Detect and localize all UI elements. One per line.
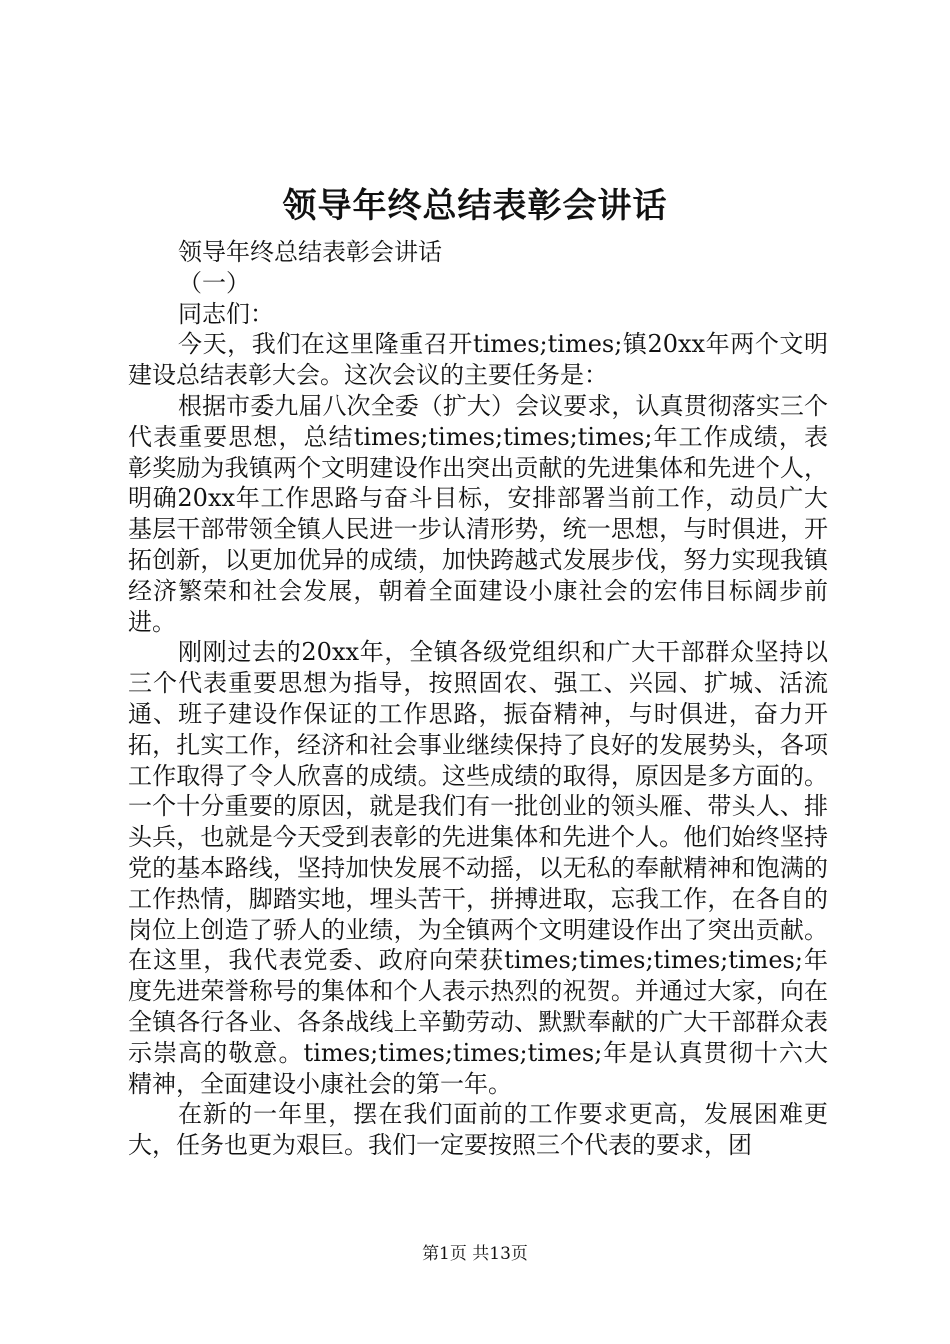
paragraph-salutation: 同志们： — [178, 299, 274, 328]
paragraph-intro: 今天，我们在这里隆重召开times;times;镇20xx年两个文明建设总结表彰大会。这次会议的主要任务是： — [128, 330, 828, 390]
document-title: 领导年终总结表彰会讲话 — [282, 186, 668, 226]
paragraph-achievements: 刚刚过去的20xx年，全镇各级党组织和广大干部群众坚持以三个代表重要思想为指导，按照固农、强工、兴园、扩城、活流通、班子建设作保证的工作思路，振奋精神，与时俱进，奋力开拓，扎实工作，经济和社会事业继续保持了良好的发展势头，各项工作取得了令人欣喜的成绩。这些成绩的取得，原因是多方面的。一个十分重要的原因，就是我们有一批创业的领头雁、带头人、排头兵，也就是今天受到表彰的先进集体和先进个人。他们始终坚持党的基本路线，坚持加快发展不动摇，以无私的奉献精神和饱满的工作热情，脚踏实地，埋头苦干，拼搏进取，忘我工作，在各自的岗位上创造了骄人的业绩，为全镇两个文明建设作出了突出贡献。在这里，我代表党委、政府向荣获times;times;times;times;年度先进荣誉称号的集体和个人表示热烈的祝贺。并通过大家，向在全镇各行各业、各条战线上辛勤劳动、默默奉献的广大干部群众表示崇高的敬意。times;times;times;times;年是认真贯彻十六大精神，全面建设小康社会的第一年。 — [128, 638, 828, 1098]
page-footer: 第1页 共13页 — [422, 1244, 528, 1264]
document-body — [128, 237, 828, 1161]
paragraph-section-number: （一） — [178, 268, 250, 297]
paragraph-tasks: 根据市委九届八次全委（扩大）会议要求，认真贯彻落实三个代表重要思想，总结times;times;times;times;年工作成绩，表彰奖励为我镇两个文明建设作出突出贡献的先进集体和先进个人，明确20xx年工作思路与奋斗目标，安排部署当前工作，动员广大基层干部带领全镇人民进一步认清形势，统一思想，与时俱进，开拓创新，以更加优异的成绩，加快跨越式发展步伐，努力实现我镇经济繁荣和社会发展，朝着全面建设小康社会的宏伟目标阔步前进。 — [128, 391, 828, 636]
paragraph-new-year: 在新的一年里，摆在我们面前的工作要求更高，发展困难更大，任务也更为艰巨。我们一定要按照三个代表的要求，团 — [128, 1100, 828, 1160]
paragraph-subtitle: 领导年终总结表彰会讲话 — [178, 238, 442, 266]
